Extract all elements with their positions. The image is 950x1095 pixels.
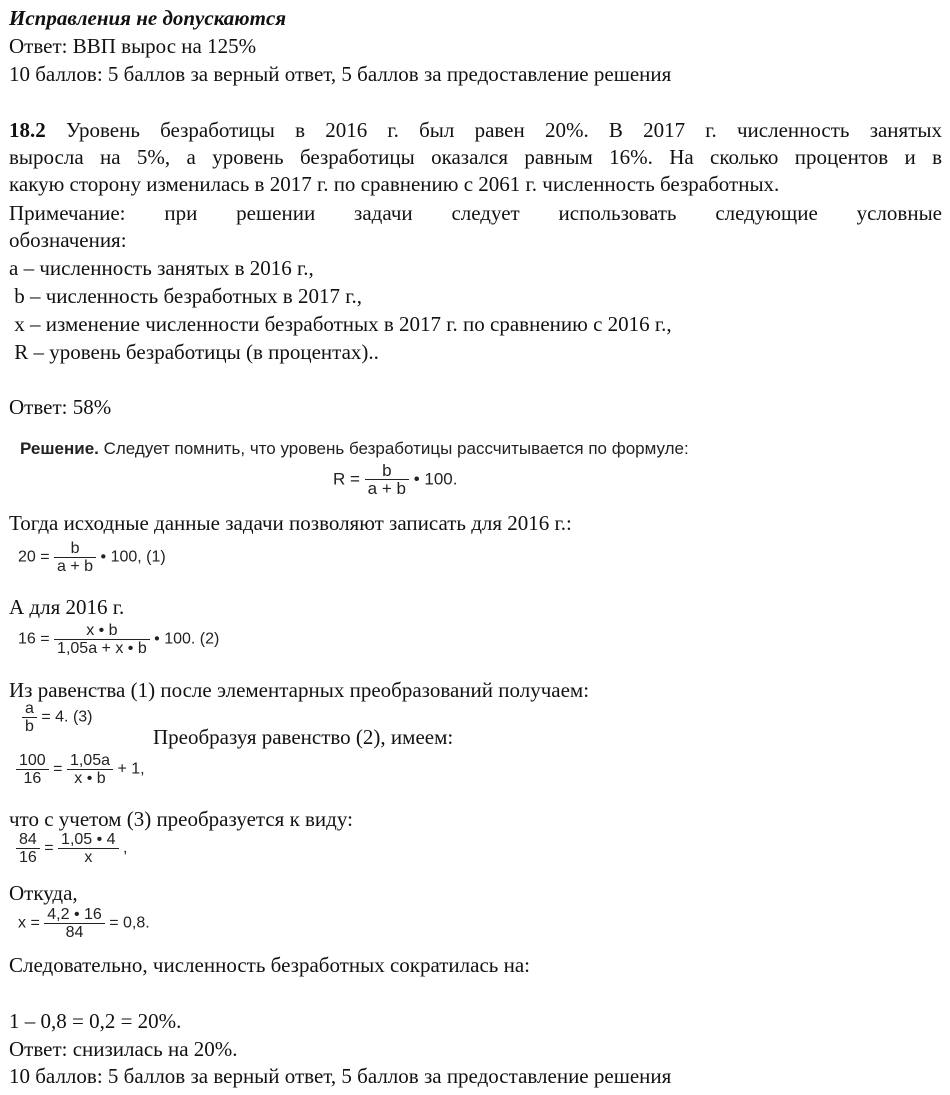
text-with-eq3: что с учетом (3) преобразуется к виду: xyxy=(9,807,353,831)
text-whence: Откуда, xyxy=(9,881,78,905)
problem-line-1 xyxy=(9,118,942,142)
text-conclusion: Следовательно, численность безработных сократилась на: xyxy=(9,953,531,977)
eq4-fraction-1 xyxy=(16,752,49,787)
eq6-fraction xyxy=(44,906,105,941)
eq1-den: a + b xyxy=(57,558,94,575)
eq6-lhs: x = xyxy=(18,914,40,932)
eq6-den: 84 xyxy=(65,924,84,941)
eq2-fraction xyxy=(54,622,150,657)
eq1-rhs: • 100, (1) xyxy=(100,548,166,566)
problem-text-1: Уровень безработицы в 2016 г. был равен 20%. В 2017 г. численность занятых xyxy=(65,118,942,142)
final-calculation: 1 – 0,8 = 0,2 = 20%. xyxy=(9,1009,182,1033)
final-score: 10 баллов: 5 баллов за верный ответ, 5 баллов за предоставление решения xyxy=(9,1064,672,1088)
note-line-1: Примечание: при решении задачи следует использовать следующие условные xyxy=(9,201,942,225)
formula-main-fraction xyxy=(365,462,409,497)
correction-notice: Исправления не допускаются xyxy=(9,6,287,30)
eq4-fraction-2 xyxy=(67,752,113,787)
eq3-rhs: = 4. (3) xyxy=(41,708,93,726)
eq6-num: 4,2 • 16 xyxy=(44,906,105,924)
equation-2 xyxy=(18,622,219,657)
text-2016b: А для 2016 г. xyxy=(9,595,125,619)
problem-line-2: выросла на 5%, а уровень безработицы оказался равным 16%. На сколько процентов и в xyxy=(9,145,942,169)
equation-6 xyxy=(18,906,150,941)
formula-main-den: a + b xyxy=(367,479,406,498)
eq2-lhs: 16 = xyxy=(18,630,50,648)
eq6-rhs: = 0,8. xyxy=(109,914,150,932)
formula-main-rhs: • 100. xyxy=(413,469,458,489)
eq4-equals: = xyxy=(53,760,63,778)
formula-main-num: b xyxy=(365,462,409,480)
eq5-fraction-2 xyxy=(58,831,119,866)
eq1-num: b xyxy=(54,540,96,558)
solution-intro xyxy=(20,437,689,461)
eq3-num: a xyxy=(22,700,37,718)
definition-r: R – уровень безработицы (в процентах).. xyxy=(9,340,379,364)
eq5-equals: = xyxy=(44,839,54,857)
eq2-num: x • b xyxy=(54,622,150,640)
eq4-den2: x • b xyxy=(74,770,106,787)
previous-answer: Ответ: ВВП вырос на 125% xyxy=(9,34,257,58)
problem-line-3: какую сторону изменилась в 2017 г. по сравнению с 2061 г. численность безработных. xyxy=(9,172,780,196)
final-answer: Ответ: снизилась на 20%. xyxy=(9,1037,238,1061)
eq4-rhs: + 1, xyxy=(117,760,145,778)
eq5-fraction-1 xyxy=(16,831,40,866)
eq4-den1: 16 xyxy=(23,770,42,787)
text-from-eq1: Из равенства (1) после элементарных преобразований получаем: xyxy=(9,678,590,702)
problem-answer: Ответ: 58% xyxy=(9,395,112,419)
eq4-num1: 100 xyxy=(16,752,49,770)
text-2016: Тогда исходные данные задачи позволяют записать для 2016 г.: xyxy=(9,511,572,535)
eq1-fraction xyxy=(54,540,96,575)
eq5-den2: x xyxy=(84,849,93,866)
eq3-fraction xyxy=(22,700,37,735)
eq2-rhs: • 100. (2) xyxy=(154,630,220,648)
eq5-num2: 1,05 • 4 xyxy=(58,831,119,849)
solution-intro-text: Следует помнить, что уровень безработицы рассчитывается по формуле: xyxy=(98,439,689,458)
solution-label: Решение. xyxy=(20,439,99,458)
eq5-num1: 84 xyxy=(16,831,40,849)
equation-3 xyxy=(22,700,93,735)
note-line-2: обозначения: xyxy=(9,228,127,252)
eq4-num2: 1,05a xyxy=(67,752,113,770)
equation-4 xyxy=(16,752,145,787)
problem-number: 18.2 xyxy=(9,118,46,142)
definition-b: b – численность безработных в 2017 г., xyxy=(9,284,362,308)
eq5-rhs: , xyxy=(123,839,128,857)
formula-main xyxy=(333,462,457,497)
text-transform: Преобразуя равенство (2), имеем: xyxy=(153,725,454,749)
definition-a: a – численность занятых в 2016 г., xyxy=(9,256,314,280)
eq1-lhs: 20 = xyxy=(18,548,50,566)
formula-main-lhs: R = xyxy=(333,469,360,489)
previous-score: 10 баллов: 5 баллов за верный ответ, 5 баллов за предоставление решения xyxy=(9,62,672,86)
equation-1 xyxy=(18,540,166,575)
eq3-den: b xyxy=(25,718,34,735)
equation-5 xyxy=(16,831,127,866)
eq5-den1: 16 xyxy=(19,849,37,866)
eq2-den: 1,05a + x • b xyxy=(57,640,147,657)
definition-x: x – изменение численности безработных в 2017 г. по сравнению с 2016 г., xyxy=(9,312,672,336)
